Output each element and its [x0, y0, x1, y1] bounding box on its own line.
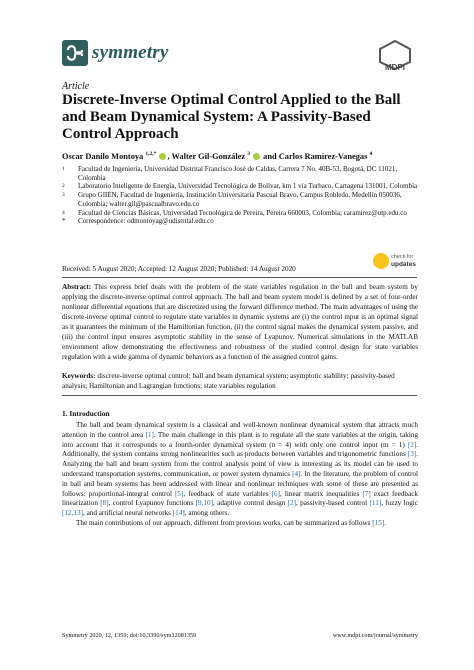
- paragraph-text: , control Lyapunov functions: [108, 499, 196, 508]
- reference-link[interactable]: [11]: [369, 499, 382, 508]
- reference-link[interactable]: [4]: [292, 469, 301, 478]
- affiliation-text: Laboratorio Inteligente de Energía, Universidad Tecnológica de Bolívar, km 1 vía Turbaco, Cartagena 131001, Colombia: [78, 182, 418, 191]
- journal-url[interactable]: www.mdpi.com/journal/symmetry: [332, 632, 418, 639]
- paragraph-text: , passivity-based control: [296, 499, 370, 508]
- orcid-icon[interactable]: [159, 153, 166, 160]
- correspondence-item: [62, 217, 422, 226]
- abstract: [62, 282, 418, 362]
- reference-link[interactable]: [14]: [172, 509, 185, 518]
- divider: [62, 395, 417, 396]
- paragraph-text: . The main challenge in this plant is to regulate all the state variables at the origin, taking into account that it corresponds to a fourth-order dynamical system (n = 4) with only one control input (m = 1): [62, 430, 419, 449]
- author-affiliation-mark: 3: [247, 151, 250, 157]
- check-for-updates-line1: check for: [391, 254, 414, 260]
- check-for-updates-icon: [373, 253, 389, 269]
- paragraph: [62, 519, 418, 529]
- reference-link[interactable]: [3]: [407, 450, 417, 459]
- section-heading: 1. Introduction: [62, 409, 110, 418]
- paragraph: [62, 421, 418, 519]
- reference-link[interactable]: [6]: [271, 489, 280, 498]
- paragraph-text: , linear matrix inequalities: [280, 489, 363, 498]
- paragraph-text: . Additionally, the system contains strong nonlinearities such as products between variables and trigonometric functions: [62, 440, 418, 459]
- reference-link[interactable]: [5]: [175, 489, 184, 498]
- affiliation-text: Facultad de Ingeniería, Universidad Distrital Francisco José de Caldas, Carrera 7 No. 40B-53, Bogotá, DC 11021, Colombia: [78, 165, 398, 182]
- author-name: Oscar Danilo Montoya: [62, 151, 144, 161]
- article-type: Article: [62, 81, 90, 92]
- symmetry-logo-icon: [62, 40, 88, 66]
- affiliation-number: 1: [62, 166, 65, 172]
- article-title: Discrete-Inverse Optimal Control Applied to the Ball and Beam Dynamical System: A Passivity-Based Control Approach: [62, 92, 401, 142]
- check-for-updates-line2: updates: [391, 261, 416, 268]
- paragraph-text: . Analyzing the ball and beam system from the control analysis point of view is interesting as its model can be used to understand transportation systems, communication, or power system dynamics: [62, 450, 418, 478]
- paragraph-text: , and artificial neural networks: [82, 509, 173, 518]
- author-list: Oscar Danilo Montoya $^{1,2,*}$ , Walter Gil-González $^3$ and Carlos Ramírez-Vanegas $^4$: [62, 151, 373, 161]
- reference-link[interactable]: [9,10]: [195, 499, 214, 508]
- author-affiliation-mark: 1,2,*: [145, 151, 157, 157]
- affiliation-text: Facultad de Ciencias Básicas, Universidad Tecnológica de Pereira, Pereira 660003, Colombia; caramirez@utp.edu.co: [78, 208, 407, 217]
- paragraph-text: , among others.: [184, 509, 230, 518]
- affiliation-number: 4: [62, 209, 65, 216]
- paragraph-text: The ball and beam dynamical system is a classical and well-known nonlinear dynamical system that attracts much attention in the control area: [62, 421, 418, 439]
- reference-link[interactable]: [2]: [407, 440, 417, 449]
- journal-logo: [62, 40, 412, 66]
- body-text: [62, 421, 418, 529]
- affiliation-number: 2: [62, 183, 65, 190]
- reference-link[interactable]: [15]: [372, 518, 385, 527]
- author-name: Carlos Ramírez-Vanegas: [278, 151, 368, 161]
- correspondence-text: Correspondence: odmontoyag@udistrital.edu.co: [78, 217, 214, 226]
- affiliation-text: Grupo GIIEN, Facultad de Ingeniería, Institución Universitaria Pascual Bravo, Campus Robledo, Medellín 050036, Colombia; walter.gil@pascualbravo.edu.co: [78, 191, 402, 208]
- paragraph-text: , adaptive control design: [213, 499, 288, 508]
- paragraph-text: The main contributions of our approach, different from previous works, can be summarized as follows: [76, 518, 373, 527]
- affiliation-item: [62, 191, 422, 208]
- publication-dates: Received: 5 August 2020; Accepted: 12 August 2020; Published: 14 August 2020: [62, 265, 296, 273]
- affiliation-item: [62, 209, 422, 218]
- divider: [62, 277, 417, 278]
- author-affiliation-mark: 4: [369, 151, 373, 157]
- paragraph-text: , feedback of state variables: [183, 489, 272, 498]
- affiliation-item: [62, 165, 422, 182]
- correspondence-mark: *: [62, 217, 66, 226]
- citation-line: Symmetry 2020, 12, 1359; doi:10.3390/sym12081359: [62, 632, 197, 639]
- check-for-updates-button[interactable]: [373, 252, 417, 272]
- abstract-label: Abstract:: [62, 283, 92, 291]
- author-name: Walter Gil-González: [171, 151, 246, 161]
- affiliation-number: 3: [62, 192, 65, 199]
- reference-link[interactable]: [2]: [287, 499, 296, 508]
- reference-link[interactable]: [1]: [145, 430, 154, 439]
- publisher-name: MDPI: [385, 63, 405, 72]
- keywords-label: Keywords:: [62, 372, 96, 380]
- reference-link[interactable]: [12,13]: [62, 509, 83, 518]
- keywords: [62, 371, 418, 391]
- affiliation-list: [62, 165, 422, 226]
- reference-link[interactable]: [7]: [362, 489, 371, 498]
- orcid-icon[interactable]: [253, 153, 260, 160]
- reference-link[interactable]: [8]: [100, 499, 109, 508]
- abstract-text: This express brief deals with the problem of the state variables regulation in the ball and beam system by applying the discrete-inverse optimal control approach. The ball and beam system model is defined by a set of four-order nonlinear differential equations that are discretized using the forward difference method. The main advantages of using the discrete-inverse optimal control to regulate state variables in dynamic systems are (i) the control input is an optimal signal as it guarantees the minimum of the Hamiltonian function, (ii) the control signal makes the dynamical system passive, and (iii) the control input ensures asymptotic stability in the sense of Lyapunov. Numerical simulations in the MATLAB environment allow demonstrating the effectiveness and robustness of the studied control design for state variables regulation with a wide gamma of dynamic behaviors as a function of the assigned control gains.: [62, 283, 418, 361]
- paragraph-text: exact feedback linearization: [62, 489, 418, 508]
- affiliation-item: [62, 182, 422, 191]
- keywords-text: discrete-inverse optimal control; ball and beam dynamical system; asymptotic stability; passivity-based analysis; Hamiltonian and Lagrangian functions; state variables regulation: [62, 372, 395, 390]
- paragraph-text: .: [384, 518, 387, 527]
- paragraph-text: . In the literature, the problem of control in ball and beam systems has been addressed with linear and nonlinear techniques with some of these are presented as follows: proportional-integral control: [62, 469, 418, 498]
- journal-name: symmetry: [92, 42, 169, 63]
- paragraph-text: , fuzzy logic: [381, 499, 418, 508]
